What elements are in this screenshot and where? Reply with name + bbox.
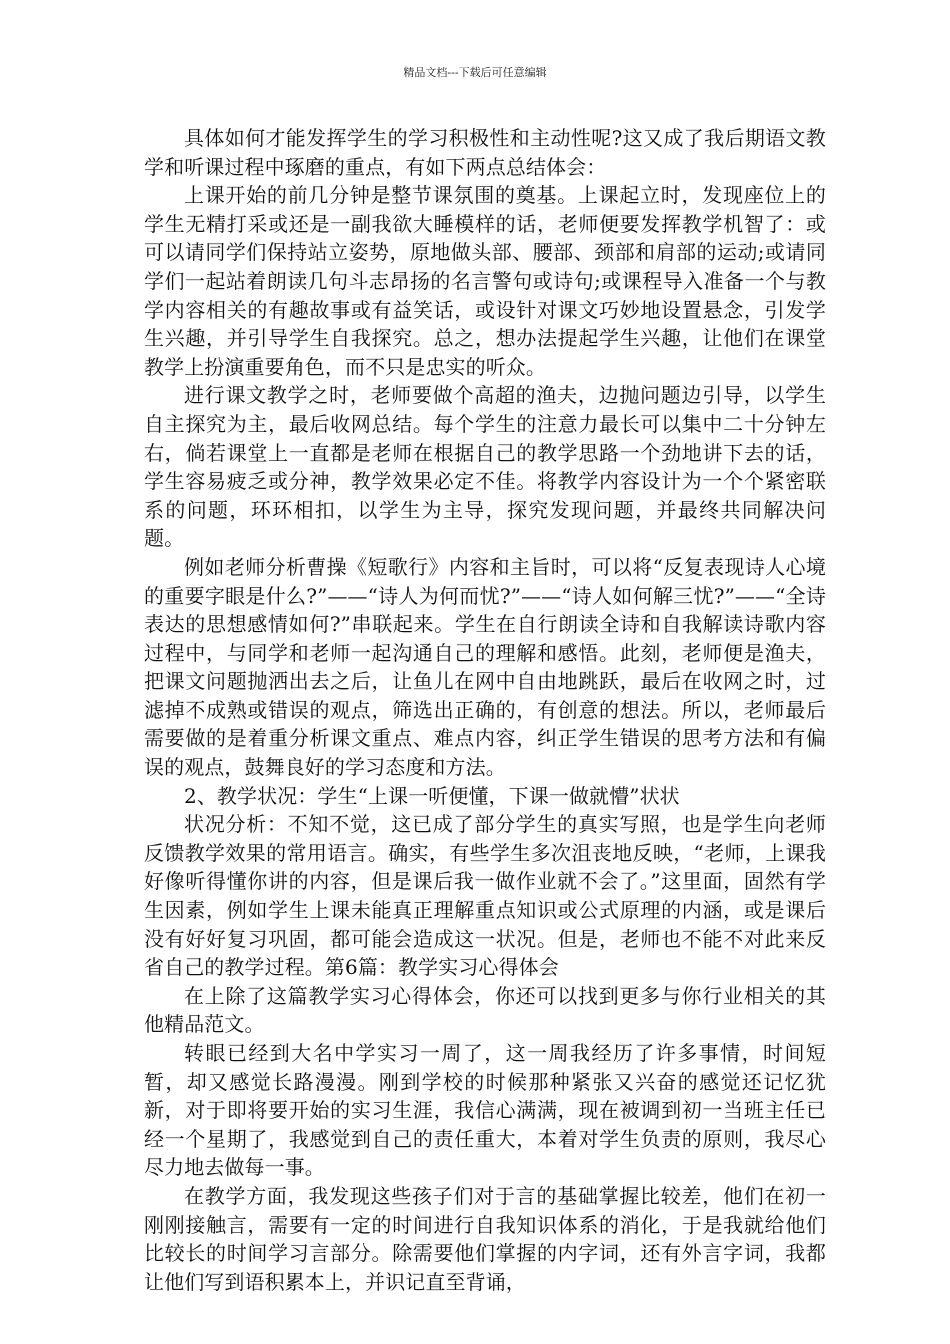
paragraph: 上课开始的前几分钟是整节课氛围的奠基。上课起立时，发现座位上的学生无精打采或还是一副我欲大睡模样的话，老师便要发挥教学机智了：或可以请同学们保持站立姿势，原地做头部、腰部、颈部和肩部的运动;或请同学们一起站着朗读几句斗志昂扬的名言警句或诗句;或课程导入准备一个与教学内容相关的有趣故事或有益笑话，或设针对课文巧妙地设置悬念，引发学生兴趣，并引导学生自我探究。总之，想办法提起学生兴趣，让他们在课堂教学上扮演重要角色，而不只是忠实的听众。 <box>144 183 826 379</box>
document-body <box>144 124 826 1296</box>
paragraph: 状况分析：不知不觉，这已成了部分学生的真实写照，也是学生向老师反馈教学效果的常用语言。确实，有些学生多次沮丧地反映，“老师，上课我好像听得懂你讲的内容，但是课后我一做作业就不会了。”这里面，固然有学生因素，例如学生上课未能真正理解重点知识或公式原理的内涵，或是课后没有好好复习巩固，都可能会造成这一状况。但是，老师也不能不对此来反省自己的教学过程。第6篇：教学实习心得体会 <box>144 812 826 980</box>
paragraph: 在上除了这篇教学实习心得体会，你还可以找到更多与你行业相关的其他精品范文。 <box>144 983 826 1037</box>
paragraph: 例如老师分析曹操《短歌行》内容和主旨时，可以将“反复表现诗人心境的重要字眼是什么?”——“诗人为何而忧?”——“诗人如何解三忧?”——“全诗表达的思想感情如何?”串联起来。学生在自行朗读全诗和自我解读诗歌内容过程中，与同学和老师一起沟通自己的理解和感悟。此刻，老师便是渔夫，把课文问题抛洒出去之后，让鱼儿在网中自由地跳跃，最后在收网之时，过滤掉不成熟或错误的观点，筛选出正确的，有创意的想法。所以，老师最后需要做的是着重分析课文重点、难点内容，纠正学生错误的思考方法和有偏误的观点，鼓舞良好的学习态度和方法。 <box>144 554 826 780</box>
page-header: 精品文档---下载后可任意编辑 <box>403 66 547 79</box>
paragraph: 具体如何才能发挥学生的学习积极性和主动性呢?这又成了我后期语文教学和听课过程中琢磨的重点，有如下两点总结体会： <box>144 126 826 179</box>
paragraph: 转眼已经到大名中学实习一周了，这一周我经历了许多事情，时间短暂，却又感觉长路漫漫。刚到学校的时候那种紧张又兴奋的感觉还记忆犹新，对于即将要开始的实习生涯，我信心满满，现在被调到初一当班主任已经一个星期了，我感觉到自己的责任重大，本着对学生负责的原则，我尽心尽力地去做每一事。 <box>144 1041 826 1180</box>
paragraph: 在教学方面，我发现这些孩子们对于言的基础掌握比较差，他们在初一刚刚接触言，需要有一定的时间进行自我知识体系的消化，于是我就给他们比较长的时间学习言部分。除需要他们掌握的内字词，还有外言字词，我都让他们写到语积累本上，并识记直至背诵， <box>144 1183 826 1294</box>
paragraph: 进行课文教学之时，老师要做个高超的渔夫，边抛问题边引导，以学生自主探究为主，最后收网总结。每个学生的注意力最长可以集中二十分钟左右，倘若课堂上一直都是老师在根据自己的教学思路一个劲地讲下去的话，学生容易疲乏或分神，教学效果必定不佳。将教学内容设计为一个个紧密联系的问题，环环相扣，以学生为主导，探究发现问题，并最终共同解决问题。 <box>144 383 826 551</box>
section-heading: 2、教学状况：学生“上课一听便懂，下课一做就懵”状状 <box>184 783 680 808</box>
